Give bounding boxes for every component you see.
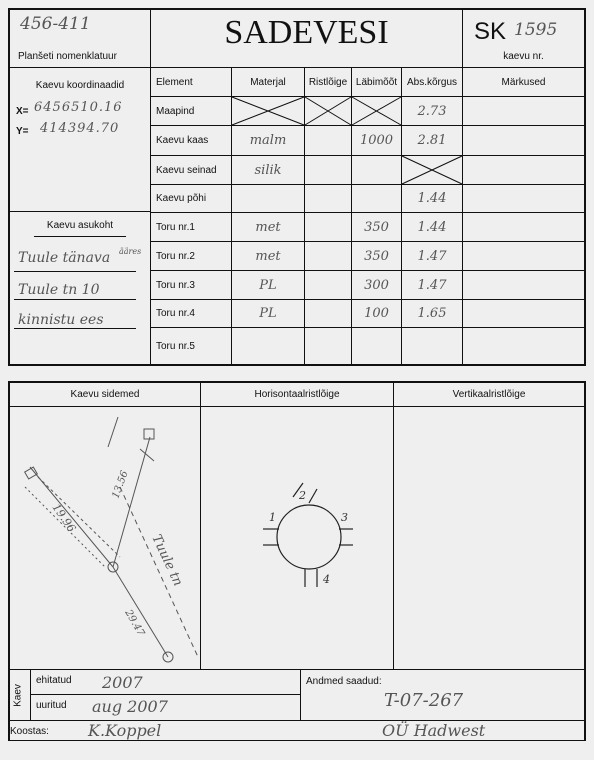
asukoht-note: ääres [119,247,142,256]
sidemed-title: Kaevu sidemed [70,389,140,400]
labimoot-value: 100 [364,306,389,321]
dim-1996: 19.96 [49,501,79,535]
abs-value: 1.44 [417,219,447,235]
andmed-source: OÜ Hadwest [382,721,486,740]
header-markused: Märkused [501,76,546,88]
ehitatud-label: ehitatud [36,675,72,686]
asukoht-line-3: kinnistu ees [18,312,104,328]
pipe-label-3: 3 [341,511,348,524]
koostas-value: K.Koppel [88,721,162,740]
row-element: Kaevu kaas [156,135,209,146]
materjal-value: PL [259,306,277,321]
koostas-label: Koostas: [10,726,49,737]
labimoot-value: 350 [364,219,389,235]
y-value: 414394.70 [40,121,120,136]
row-element: Toru nr.4 [156,308,195,319]
labimoot-value: 350 [364,248,389,264]
sidemed-sketch [10,407,200,669]
andmed-label: Andmed saadud: [306,676,382,687]
header-labimoot: Läbimõõt [355,76,398,88]
dim-1356: 13.56 [110,469,131,501]
uuritud-value: aug 2007 [92,697,168,716]
header-element: Element [156,76,193,88]
kaev-label: Kaev [12,684,24,707]
coords-title: Kaevu koordinaadid [35,80,125,91]
abs-value: 2.81 [417,133,447,148]
row-element: Toru nr.2 [156,250,195,262]
nomenklatuur-value: 456-411 [20,14,91,34]
x-label: X= [16,106,29,117]
asukoht-line-2: Tuule tn 10 [18,282,100,298]
x-value: 6456510.16 [34,100,123,115]
y-label: Y= [16,126,29,137]
abs-value: 2.73 [417,103,447,119]
pipe-label-2: 2 [299,489,306,502]
abs-value: 1.47 [417,277,447,293]
ehitatud-value: 2007 [102,673,143,692]
nomenklatuur-label: Planšeti nomenklatuur [18,51,117,62]
abs-value: 1.44 [417,191,447,206]
materjal-value: malm [249,133,287,148]
dim-2947: 29.47 [122,608,147,639]
labimoot-value: 300 [364,277,389,293]
row-element: Toru nr.5 [156,340,195,352]
sk-number: 1595 [514,20,558,40]
asukoht-title: Kaevu asukoht [46,220,114,231]
vertikaal-title: Vertikaalristlõige [452,389,526,400]
materjal-value: PL [259,277,277,293]
header-abs: Abs.kõrgus [406,76,458,88]
abs-value: 1.65 [417,306,447,321]
header-materjal: Materjal [250,76,286,88]
row-element: Toru nr.1 [156,221,195,233]
row-element: Kaevu seinad [156,164,217,176]
andmed-value: T-07-267 [384,690,464,711]
labimoot-value: 1000 [359,133,394,148]
pipe-label-4: 4 [323,573,330,586]
row-element: Toru nr.3 [156,279,195,291]
horisontaal-title: Horisontaalristlõige [254,389,340,400]
materjal-value: met [255,248,281,264]
uuritud-label: uuritud [36,700,67,711]
header-ristloige: Ristlõige [308,76,348,88]
pipe-label-1: 1 [269,511,276,524]
kaevu-nr-label: kaevu nr. [503,51,544,62]
materjal-value: silik [254,162,282,178]
horizontal-sketch [201,407,393,669]
sk-prefix: SK [474,18,507,45]
abs-value: 1.47 [417,248,447,264]
asukoht-line-1: Tuule tänava [18,250,111,266]
materjal-value: met [255,219,281,235]
crossed-cells [0,0,594,370]
street-label: Tuule tn [148,532,186,589]
form-title: SADEVESI [224,14,389,51]
row-element: Kaevu põhi [156,193,207,204]
row-element: Maapind [156,105,195,117]
